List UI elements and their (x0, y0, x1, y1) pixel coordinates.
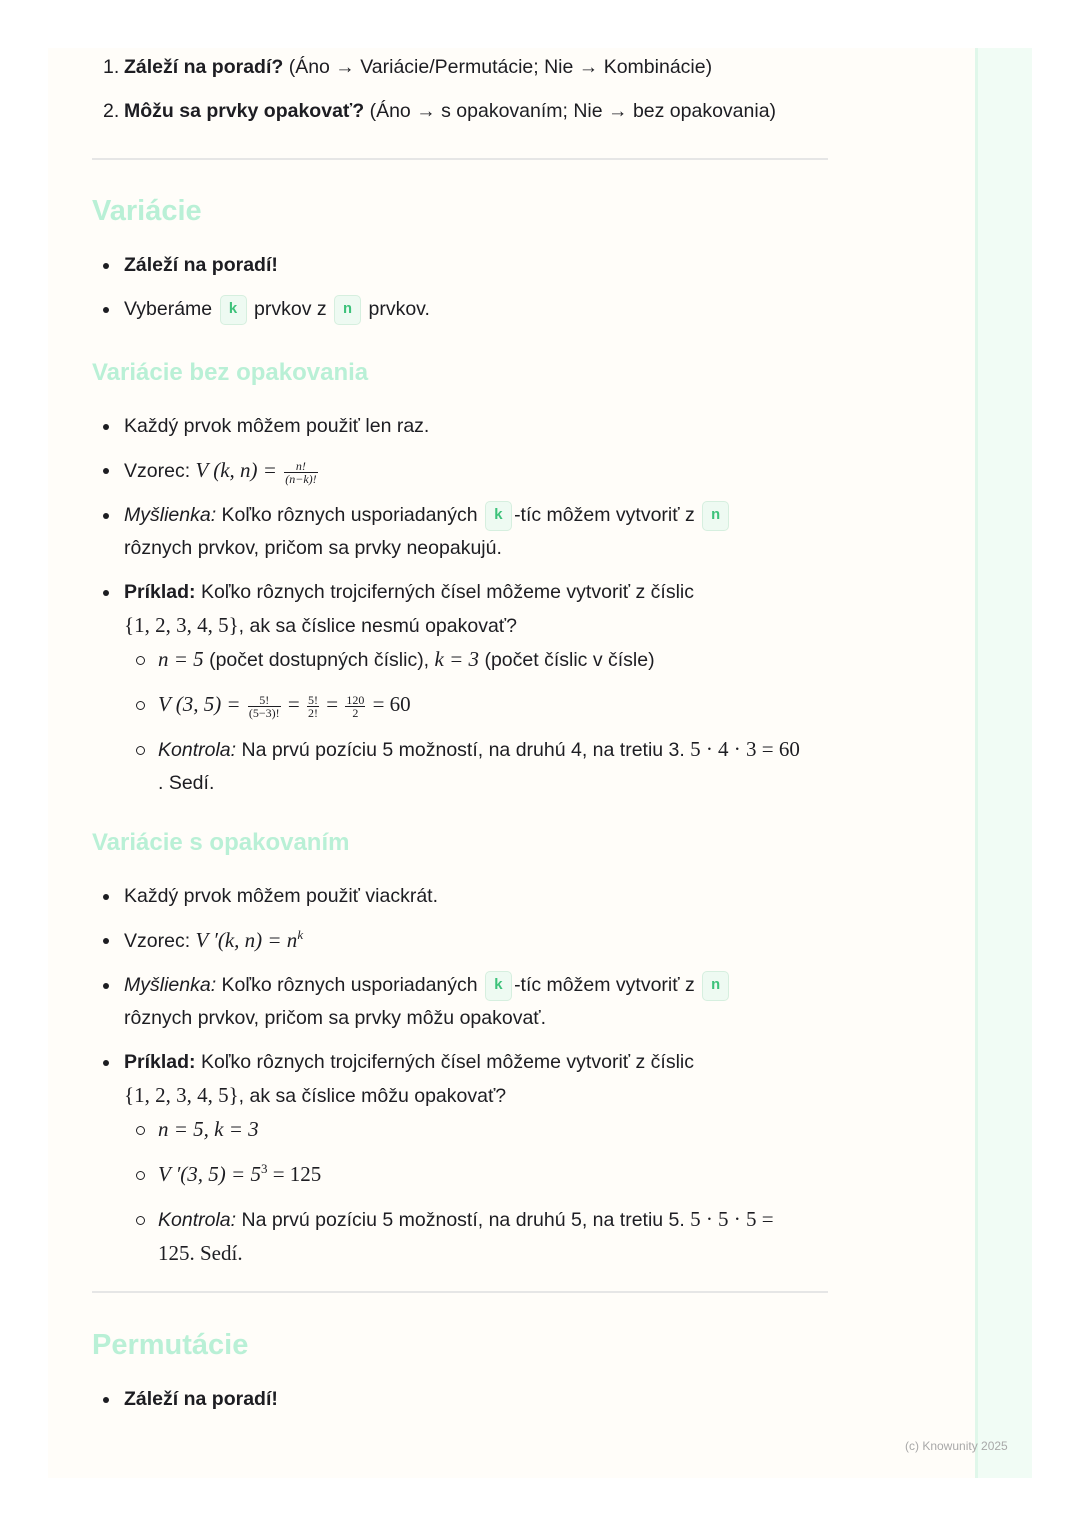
list-item: Vyberáme k prvkov z n prvkov. (92, 293, 828, 326)
permutacie-list (92, 1383, 828, 1416)
heading-variacie-s-opakovanim: Variácie s opakovaním (92, 829, 350, 856)
heading-variacie-bez-opakovania: Variácie bez opakovania (92, 359, 369, 386)
list-item: Myšlienka: Koľko rôznych usporiadaných k -tíc môžem vytvoriť z n rôznych prvkov, pričom sa prvky neopakujú. (92, 499, 828, 565)
copyright-footer: (c) Knowunity 2025 (905, 1439, 1008, 1453)
list-item: Záleží na poradí! (92, 249, 828, 282)
list-item: V (3, 5) = $\frac{5!}{(5-3)!}$ = $\frac{5!}{2!}$ = $\frac{120}{2}$ = 60 (124, 688, 828, 722)
heading-variacie: Variácie (92, 195, 202, 227)
list-item: Vzorec: V ′(k, $n) = n^k$ (92, 924, 828, 958)
code-k: k (485, 501, 512, 531)
list-item: n = 5, k = 3 (124, 1113, 828, 1147)
document-content (92, 48, 828, 1427)
example-steps (124, 1113, 828, 1271)
s-opakovanim-list (92, 880, 828, 1271)
code-k: k (485, 971, 512, 1001)
list-item: Každý prvok môžem použiť viackrát. (92, 880, 828, 913)
list-item: Záleží na poradí! (92, 1383, 828, 1416)
list-item: 1. Záleží na poradí? (Áno → Variácie/Permutácie; Nie → Kombinácie) (103, 56, 713, 78)
code-n: n (334, 295, 361, 325)
bez-opakovania-list (92, 410, 828, 800)
list-item: Kontrola: Na prvú pozíciu 5 možností, na druhú 4, na tretiu 3. 5 · 4 · 3 = 60 . Sedí. (124, 733, 828, 800)
heading-permutacie: Permutácie (92, 1329, 249, 1361)
divider (92, 158, 828, 160)
formula: V ′(k, $n) = n^k$ (195, 927, 304, 952)
side-margin-strip (975, 48, 1032, 1478)
divider (92, 1291, 828, 1293)
list-item: 2. Môžu sa prvky opakovať? (Áno → s opakovaním; Nie → bez opakovania) (103, 100, 777, 122)
list-item: Myšlienka: Koľko rôznych usporiadaných k -tíc môžem vytvoriť z n rôznych prvkov, pričom sa prvky môžu opakovať. (92, 969, 828, 1035)
code-n: n (702, 501, 729, 531)
list-item: Príklad: Koľko rôznych trojciferných čísel môžeme vytvoriť z číslic {1, 2, 3, 4, 5}, ak sa číslice nesmú opakovať? n = 5 (počet dostupných číslic), k = 3 (počet číslic v čísle) V (3, 5) = $\frac{5!}{(5-3)!}$ = $\frac{5!}{2!}$ = $\frac{120}{2}$ = 60 Kontrola: Na prvú pozíciu 5 možností, na druhú 4, na tretiu 3. 5 · 4 · 3 = 60 . Sedí. (92, 576, 828, 800)
formula: V (k, n) = $\frac{n!}{(n-k)!}$ (195, 458, 317, 486)
code-n: n (702, 971, 729, 1001)
list-item: Príklad: Koľko rôznych trojciferných čísel môžeme vytvoriť z číslic {1, 2, 3, 4, 5}, ak sa číslice môžu opakovať? n = 5, k = 3 V ′(3, $5) = 5^3 = 125$ Kontrola: Na prvú pozíciu 5 možností, na druhú 5, na tretiu 5. 5 · 5 · 5 = 125. Sedí. (92, 1046, 828, 1271)
example-steps (124, 643, 828, 800)
decision-questions-list (92, 51, 828, 128)
code-k: k (220, 295, 247, 325)
list-item: Kontrola: Na prvú pozíciu 5 možností, na druhú 5, na tretiu 5. 5 · 5 · 5 = 125. Sedí. (124, 1203, 828, 1271)
list-item: n = 5 (počet dostupných číslic), k = 3 (počet číslic v čísle) (124, 643, 828, 677)
list-item: V ′(3, $5) = 5^3 = 125$ (124, 1158, 828, 1192)
list-item: Každý prvok môžem použiť len raz. (92, 410, 828, 443)
list-item: Vzorec: V (k, n) = $\frac{n!}{(n-k)!}$ (92, 454, 828, 488)
variacie-list (92, 249, 828, 326)
